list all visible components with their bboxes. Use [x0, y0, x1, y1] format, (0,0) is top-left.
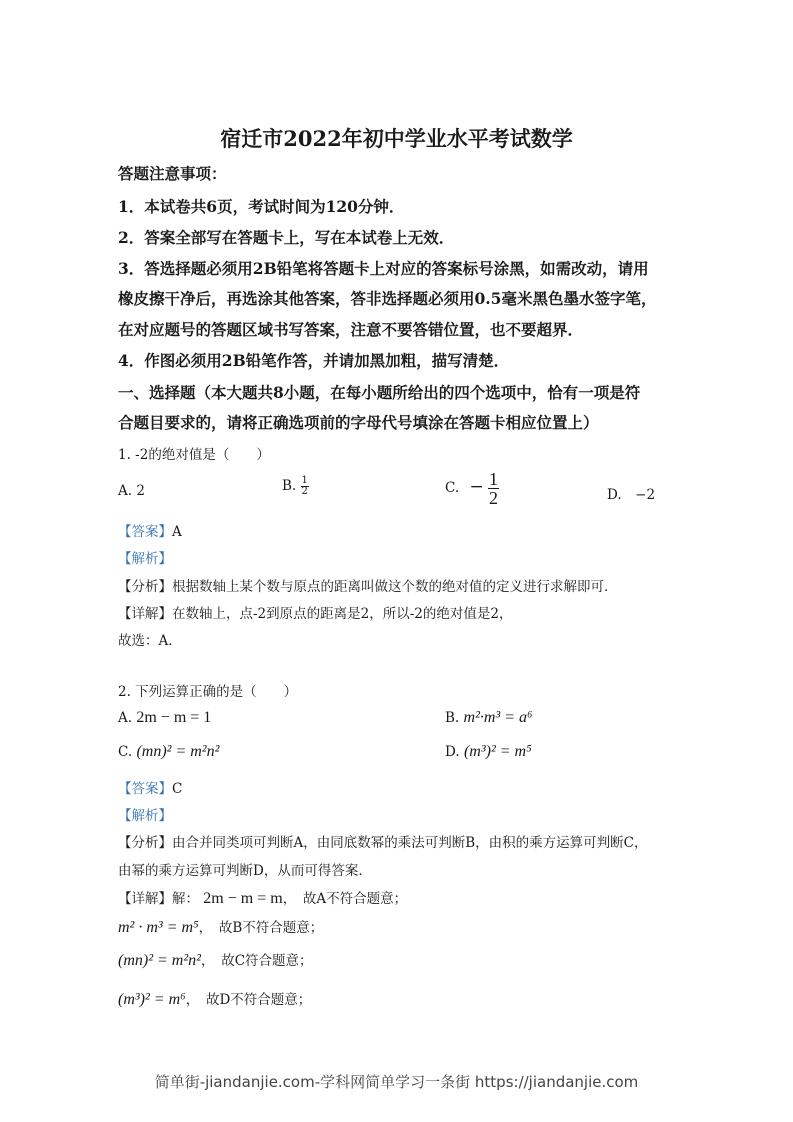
q1-option-b	[282, 476, 309, 497]
q2-option-c-label: C.	[118, 744, 133, 760]
q2-option-a-label: A.	[118, 710, 133, 726]
q1-option-c-label: C.	[445, 480, 460, 496]
question-1-stem: 1. -2的绝对值是（ ）	[118, 447, 270, 463]
xiangjie-expr: m² · m³ = m⁵	[118, 919, 199, 936]
note-2: 2．答案全部写在答题卡上，写在本试卷上无效．	[118, 228, 455, 247]
fraction-numerator: 1	[301, 475, 308, 486]
q1-option-c	[445, 470, 499, 507]
footer-watermark: 简单街-jiandanjie.com-学科网简单学习一条街 https://jiandanjie.com	[154, 1073, 639, 1091]
q2-option-a-expr: 2m − m = 1	[136, 709, 212, 726]
q1-xiangjie	[118, 602, 512, 622]
fraction-denominator: 2	[488, 488, 498, 508]
q1-option-a: A. 2	[118, 483, 145, 499]
q2-xiangjie-line-2	[118, 916, 323, 937]
xiangjie-post: ， 故C符合题意；	[200, 953, 313, 969]
q1-analysis-tag: 【解析】	[118, 551, 172, 567]
notes-heading: 答题注意事项：	[118, 164, 227, 183]
q2-answer	[118, 777, 182, 797]
xiangjie-pre: 解：	[172, 891, 199, 907]
question-2-stem: 2. 下列运算正确的是（ ）	[118, 684, 298, 700]
xiangjie-expr: (mn)² = m²n²	[118, 952, 201, 969]
section-heading-line-2: 合题目要求的，请将正确选项前的字母代号填涂在答题卡相应位置上）	[118, 413, 599, 432]
answer-tag: 【答案】	[118, 524, 172, 540]
note-3-line-3: 在对应题号的答题区域书写答案，注意不要答错位置，也不要超界．	[118, 320, 584, 339]
q2-xiangjie-line-3	[118, 949, 313, 970]
q2-xiangjie-line-1	[118, 887, 407, 908]
note-1: 1．本试卷共6页，考试时间为120分钟．	[118, 197, 405, 216]
q2-xiangjie-line-4	[118, 988, 311, 1009]
q1-fenxi	[118, 575, 618, 595]
q1-option-d: D. −2	[607, 487, 656, 503]
fraction-denominator: 2	[301, 486, 308, 497]
xiangjie-post: ， 故B不符合题意；	[198, 920, 324, 936]
q2-option-b	[445, 709, 533, 727]
q2-fenxi-line-2: 由幂的乘方运算可判断D，从而可得答案．	[118, 863, 372, 879]
note-3-line-1: 3．答选择题必须用2B铅笔将答题卡上对应的答案标号涂黑，如需改动，请用	[118, 259, 649, 278]
xiangjie-expr: 2m − m = m	[203, 890, 283, 907]
fenxi-tag: 【分析】	[118, 835, 172, 851]
q2-option-b-label: B.	[445, 710, 460, 726]
note-3-line-2: 橡皮擦干净后，再选涂其他答案，答非选择题必须用0.5毫米黑色墨水签字笔，	[118, 289, 657, 308]
q1-option-c-sign: −	[469, 477, 484, 497]
section-heading-line-1: 一、选择题（本大题共8小题，在每小题所给出的四个选项中，恰有一项是符	[118, 383, 641, 402]
q1-conclusion: 故选：A．	[118, 633, 182, 649]
page-title: 宿迁市2022年初中学业水平考试数学	[220, 126, 573, 151]
xiangjie-post: ， 故D不符合题意；	[185, 992, 312, 1008]
q2-option-d	[445, 743, 532, 761]
xiangjie-tag: 【详解】	[118, 606, 172, 622]
answer-tag: 【答案】	[118, 781, 172, 797]
q2-option-c-expr: (mn)² = m²n²	[136, 743, 220, 760]
answer-value: C	[172, 781, 183, 797]
xiangjie-expr: (m³)² = m⁶	[118, 991, 186, 1008]
note-4: 4．作图必须用2B铅笔作答，并请加黑加粗，描写清楚．	[118, 351, 510, 370]
q2-option-d-label: D.	[445, 744, 460, 760]
answer-value: A	[172, 524, 182, 540]
q2-option-b-expr: m²·m³ = a⁶	[463, 709, 533, 726]
q1-option-c-fraction	[488, 470, 499, 507]
fenxi-text: 由合并同类项可判断A，由同底数幂的乘法可判断B，由积的乘方运算可判断C，	[172, 835, 648, 851]
q2-option-d-expr: (m³)² = m⁵	[463, 743, 532, 760]
xiangjie-post: ， 故A不符合题意；	[282, 891, 408, 907]
fenxi-text: 根据数轴上某个数与原点的距离叫做这个数的绝对值的定义进行求解即可．	[172, 579, 618, 595]
fenxi-tag: 【分析】	[118, 579, 172, 595]
q2-fenxi-line-1	[118, 831, 648, 851]
q2-analysis-tag: 【解析】	[118, 808, 172, 824]
q1-option-b-label: B.	[282, 478, 297, 494]
q2-option-c	[118, 743, 219, 761]
q2-option-a	[118, 709, 211, 727]
q1-answer	[118, 520, 182, 540]
xiangjie-tag: 【详解】	[118, 891, 172, 907]
fraction-numerator: 1	[488, 469, 498, 489]
xiangjie-text: 在数轴上，点-2到原点的距离是2，所以-2的绝对值是2，	[172, 606, 513, 622]
q1-option-b-fraction	[301, 476, 309, 497]
